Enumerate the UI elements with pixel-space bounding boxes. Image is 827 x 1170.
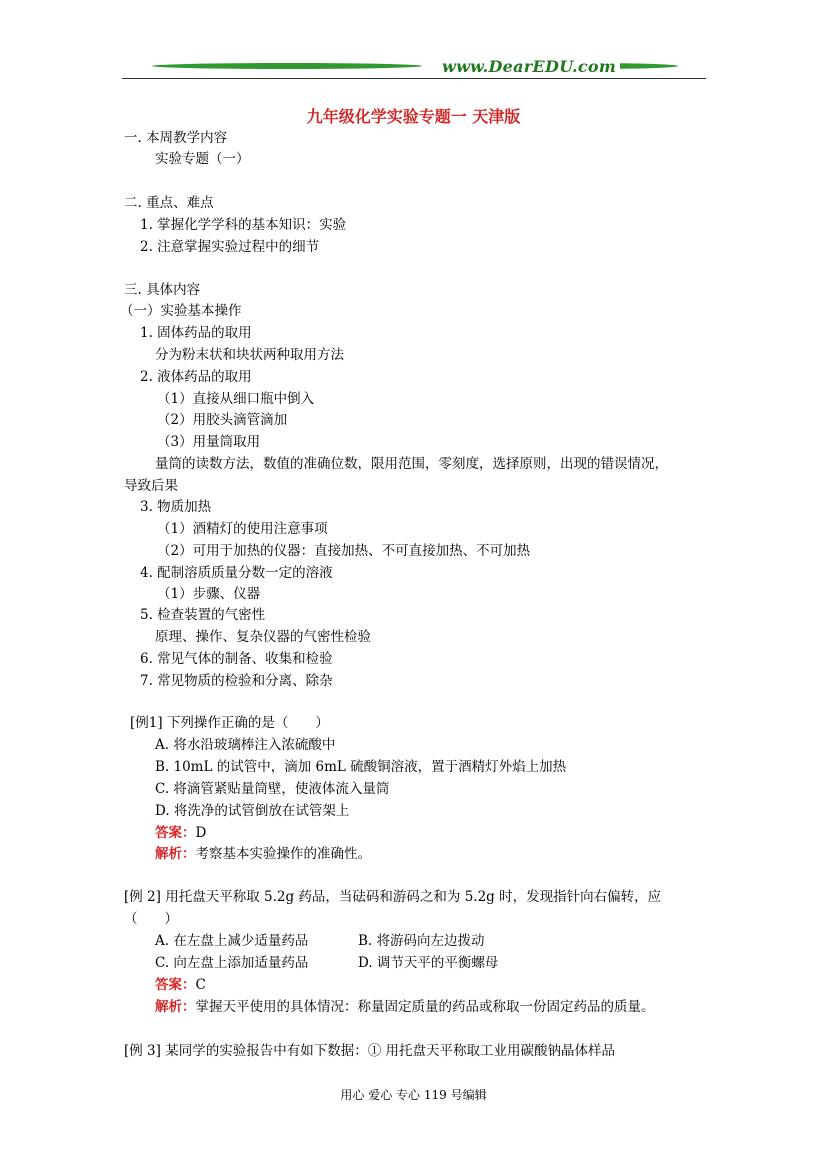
item-2-a: （1）直接从细口瓶中倒入 bbox=[157, 391, 315, 407]
analysis-text: 考察基本实验操作的准确性。 bbox=[195, 846, 371, 862]
header-rule bbox=[122, 78, 706, 79]
example-1-option-c: C. 将滴管紧贴量筒壁，使液体流入量筒 bbox=[155, 781, 390, 797]
section-1-item: 实验专题（一） bbox=[155, 151, 250, 167]
example-2-analysis bbox=[155, 998, 655, 1016]
item-4: 4. 配制溶质质量分数一定的溶液 bbox=[140, 565, 333, 581]
section-2-item-2: 2. 注意掌握实验过程中的细节 bbox=[140, 239, 320, 255]
item-3: 3. 物质加热 bbox=[140, 499, 212, 515]
item-5-desc: 原理、操作、复杂仪器的气密性检验 bbox=[155, 629, 371, 645]
item-2: 2. 液体药品的取用 bbox=[140, 369, 252, 385]
example-2-option-d: D. 调节天平的平衡螺母 bbox=[358, 955, 499, 971]
example-2-option-b: B. 将游码向左边拨动 bbox=[358, 933, 485, 949]
answer-label: 答案： bbox=[155, 977, 196, 993]
item-2-b: （2）用胶头滴管滴加 bbox=[157, 412, 288, 428]
section-2-item-1: 1. 掌握化学学科的基本知识：实验 bbox=[140, 217, 347, 233]
example-3-question: [例 3] 某同学的实验报告中有如下数据：① 用托盘天平称取工业用碳酸钠晶体样品 bbox=[124, 1043, 615, 1059]
example-2-option-a: A. 在左盘上减少适量药品 bbox=[155, 933, 309, 949]
item-1: 1. 固体药品的取用 bbox=[140, 325, 252, 341]
item-4-a: （1）步骤、仪器 bbox=[157, 586, 261, 602]
example-1-option-b: B. 10mL 的试管中，滴加 6mL 硫酸铜溶液，置于酒精灯外焰上加热 bbox=[155, 759, 567, 775]
section-3-subheading: （一）实验基本操作 bbox=[120, 303, 242, 319]
item-2-note-line-2: 导致后果 bbox=[124, 478, 178, 494]
item-3-b: （2）可用于加热的仪器：直接加热、不可直接加热、不可加热 bbox=[157, 543, 531, 559]
answer-value: D bbox=[195, 825, 207, 841]
example-1-question: [例1] 下列操作正确的是（ ） bbox=[130, 715, 329, 731]
example-2-question-line-1: [例 2] 用托盘天平称取 5.2g 药品，当砝码和游码之和为 5.2g 时，发现指针向右偏转，应 bbox=[124, 889, 662, 905]
analysis-text: 掌握天平使用的具体情况：称量固定质量的药品或称取一份固定药品的质量。 bbox=[195, 999, 655, 1015]
answer-label: 答案： bbox=[155, 825, 196, 841]
analysis-label: 解析： bbox=[155, 999, 196, 1015]
item-1-desc: 分为粉末状和块状两种取用方法 bbox=[155, 347, 344, 363]
analysis-label: 解析： bbox=[155, 846, 196, 862]
header-banner bbox=[122, 54, 706, 80]
page-footer: 用心 爱心 专心 119 号编辑 bbox=[340, 1088, 487, 1102]
section-2-heading: 二. 重点、难点 bbox=[124, 195, 214, 211]
item-2-c: （3）用量筒取用 bbox=[157, 434, 261, 450]
item-7: 7. 常见物质的检验和分离、除杂 bbox=[140, 673, 333, 689]
example-1-option-d: D. 将洗净的试管倒放在试管架上 bbox=[155, 803, 350, 819]
example-2-answer bbox=[155, 976, 206, 994]
item-2-note-line-1: 量筒的读数方法，数值的准确位数，限用范围，零刻度，选择原则，出现的错误情况， bbox=[155, 456, 668, 472]
example-2-question-line-2: （ ） bbox=[124, 911, 178, 927]
answer-value: C bbox=[195, 977, 206, 993]
item-6: 6. 常见气体的制备、收集和检验 bbox=[140, 651, 333, 667]
page-title: 九年级化学实验专题一 天津版 bbox=[306, 107, 521, 126]
example-1-answer bbox=[155, 824, 206, 842]
example-2-option-c: C. 向左盘上添加适量药品 bbox=[155, 955, 309, 971]
section-1-heading: 一. 本周教学内容 bbox=[124, 130, 228, 146]
item-3-a: （1）酒精灯的使用注意事项 bbox=[157, 521, 328, 537]
site-logo: www.DearEDU.com bbox=[438, 57, 620, 76]
example-1-analysis bbox=[155, 845, 371, 863]
left-swoosh bbox=[151, 63, 423, 69]
item-5: 5. 检查装置的气密性 bbox=[140, 607, 266, 623]
section-3-heading: 三. 具体内容 bbox=[124, 282, 201, 298]
example-1-option-a: A. 将水沿玻璃棒注入浓硫酸中 bbox=[155, 737, 336, 753]
